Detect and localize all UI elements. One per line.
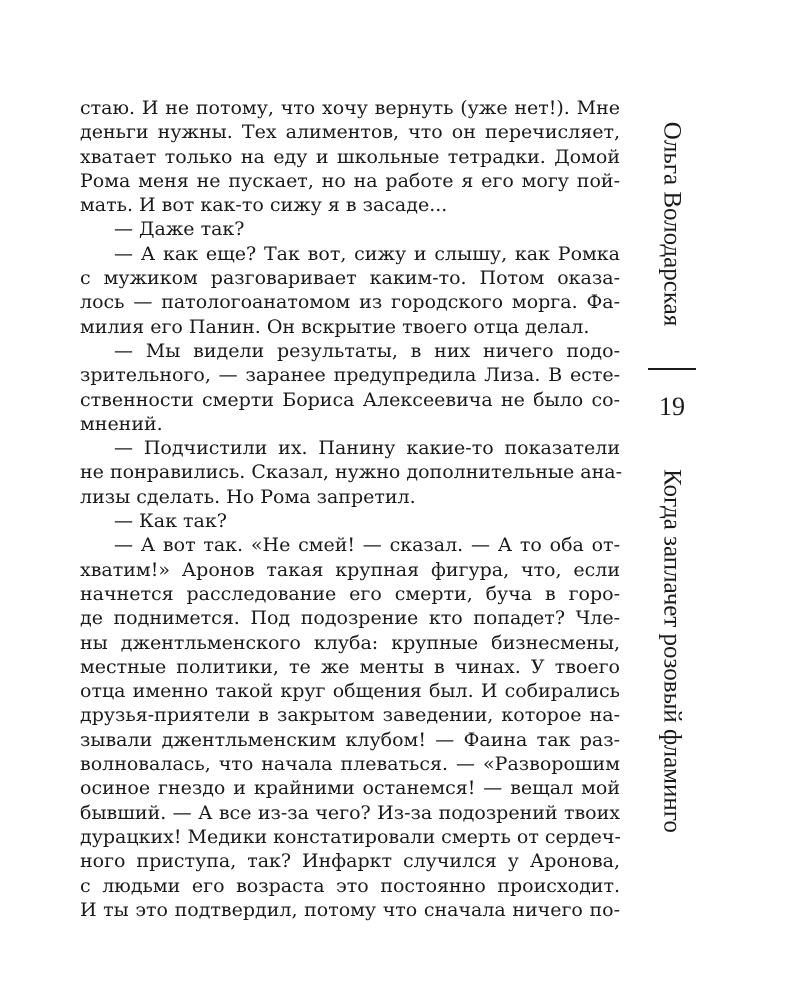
text-line: с людьми его возраста это постоянно происходит. — [80, 874, 620, 897]
text-line: лось — патологоанатомом из городского морга. Фа- — [80, 291, 620, 314]
running-head — [648, 96, 696, 856]
text-line: мнений. — [80, 412, 163, 435]
page-number: 19 — [659, 392, 685, 421]
text-line: деньги нужны. Тех алиментов, что он перечисляет, — [80, 121, 620, 144]
text-line: лизы сделать. Но Рома запретил. — [80, 485, 416, 508]
text-line: ного приступа, так? Инфаркт случился у Аронова, — [80, 850, 620, 873]
text-line: местные политики, те же менты в чинах. У твоего — [80, 655, 620, 678]
text-line: зрительного, — заранее предупредила Лиза. В есте- — [80, 364, 620, 387]
text-line: друзья-приятели в закрытом заведении, которое на- — [80, 704, 620, 727]
body-text — [80, 96, 623, 922]
text-line: дурацких! Медики констатировали смерть от сердеч- — [80, 825, 621, 848]
text-line: милия его Панин. Он вскрытие твоего отца делал. — [80, 315, 590, 338]
text-line: начнется расследование его смерти, буча в горо- — [80, 582, 620, 605]
text-line: не понравились. Сказал, нужно дополнительные ана- — [80, 461, 623, 484]
text-line: И ты это подтвердил, потому что сначала ничего по- — [80, 898, 620, 921]
text-line: — А как еще? Так вот, сижу и слышу, как Ромка — [114, 242, 620, 265]
author-block — [648, 96, 696, 352]
running-head-divider — [648, 368, 696, 370]
text-line: осиное гнездо и крайними останемся! — вещал мой — [80, 777, 620, 800]
author-name: Ольга Володарская — [658, 121, 686, 327]
text-line: хватим!» Аронов такая крупная фигура, что, если — [80, 558, 620, 581]
text-line: ственности смерти Бориса Алексеевича не было со- — [80, 388, 620, 411]
text-line: — Подчистили их. Панину какие-то показатели — [114, 437, 620, 460]
text-line: мать. И вот как-то сижу я в засаде... — [80, 194, 448, 217]
book-title: Когда заплачет розовый фламинго — [658, 469, 686, 833]
text-line: отца именно такой круг общения был. И собирались — [80, 680, 620, 703]
text-line: бывший. — А все из-за чего? Из-за подозрений твоих — [80, 801, 620, 824]
text-line: стаю. И не потому, что хочу вернуть (уже нет!). Мне — [80, 97, 620, 119]
text-line: ны джентльменского клуба: крупные бизнесмены, — [80, 631, 620, 654]
text-line: с мужиком разговаривает каким-то. Потом оказа- — [80, 267, 620, 290]
title-block — [648, 446, 696, 856]
text-line: волновалась, что начала плеваться. — «Разворошим — [80, 753, 620, 776]
text-line: — А вот так. «Не смей! — сказал. — А то оба от- — [114, 534, 620, 557]
text-line: зывали джентльменским клубом! — Фаина так раз- — [80, 728, 620, 751]
text-line: — Даже так? — [114, 218, 245, 241]
text-line: хватает только на еду и школьные тетрадки. Домой — [80, 145, 620, 168]
text-line: Рома меня не пускает, но на работе я его могу пой- — [80, 169, 620, 192]
text-line: де поднимется. Под подозрение кто попадет? Чле- — [80, 607, 620, 630]
text-line: — Как так? — [114, 510, 227, 533]
text-line: — Мы видели результаты, в них ничего подо- — [114, 339, 620, 362]
